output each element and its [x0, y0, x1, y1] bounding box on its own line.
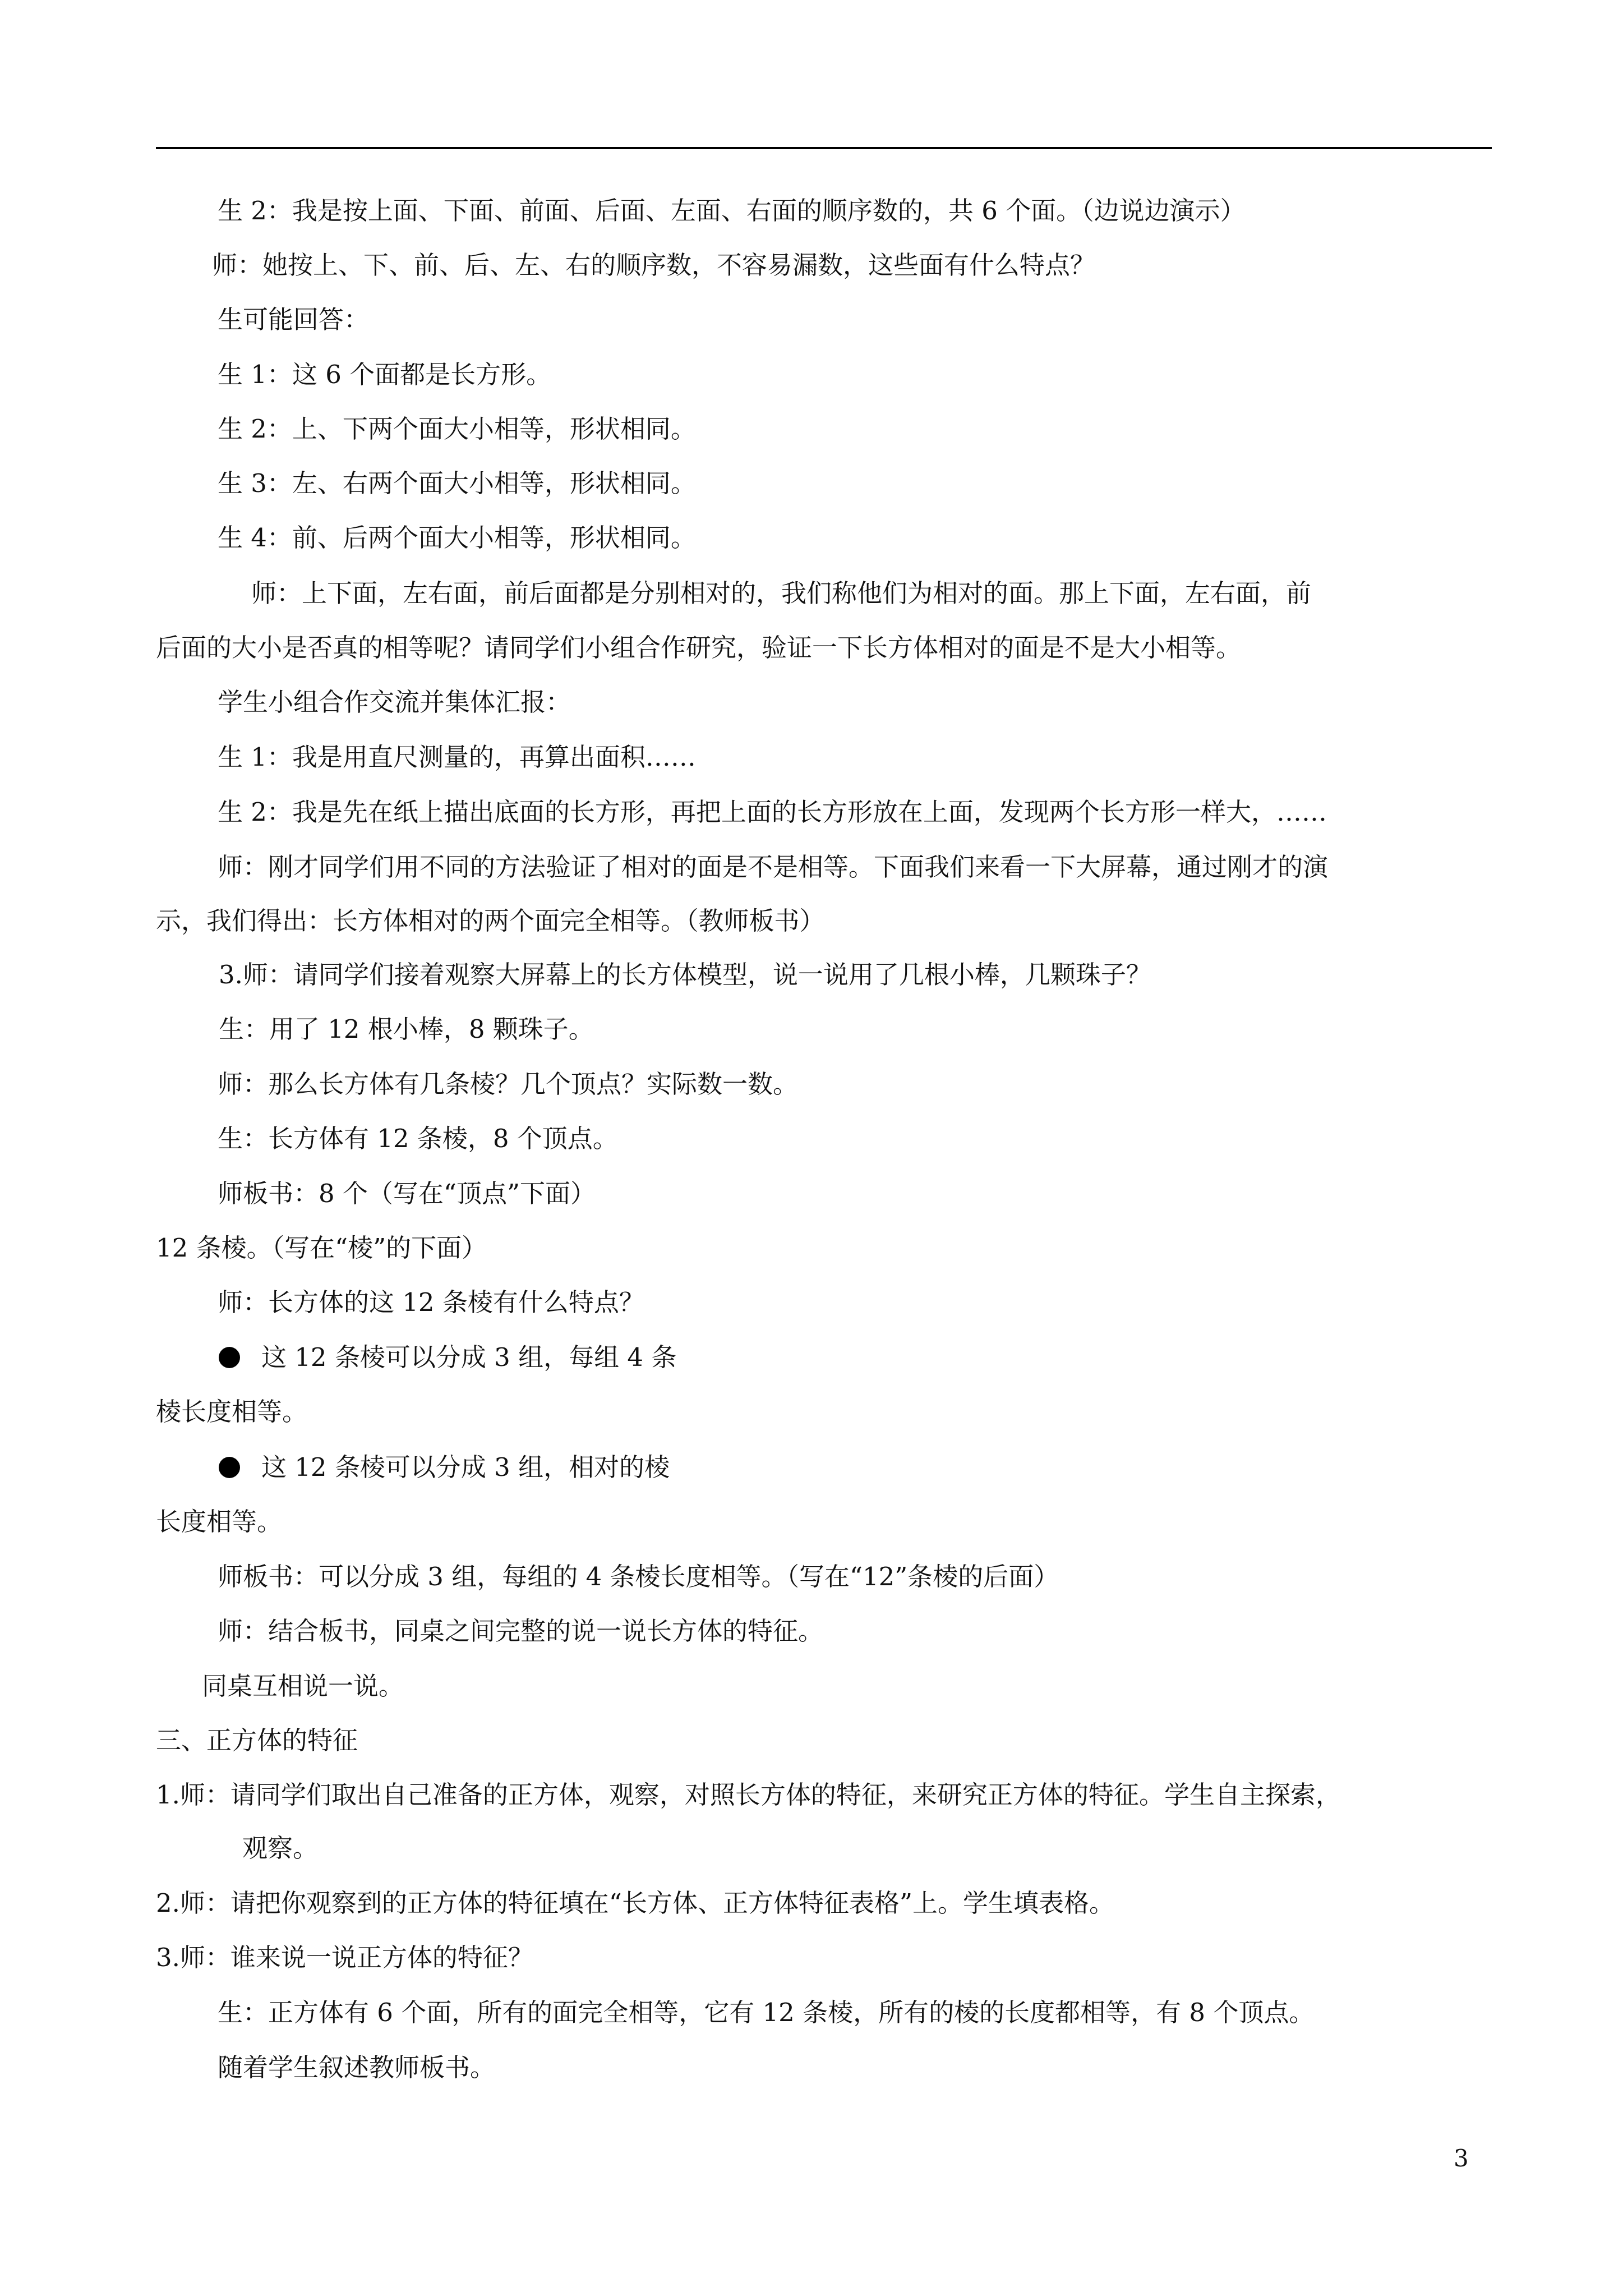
text-line: 师板书：8 个（写在“顶点”下面）	[218, 1179, 596, 1208]
text-line: 生：正方体有 6 个面，所有的面完全相等，它有 12 条棱，所有的棱的长度都相等，有 8 个顶点。	[218, 1998, 1315, 2027]
text-line: 3.师：谁来说一说正方体的特征？	[156, 1943, 533, 1972]
text-line: 师：刚才同学们用不同的方法验证了相对的面是不是相等。下面我们来看一下大屏幕，通过刚才的演	[218, 852, 1329, 882]
page-number: 3	[1454, 2145, 1469, 2172]
text-line: 师：上下面，左右面，前后面都是分别相对的，我们称他们为相对的面。那上下面，左右面，前	[251, 578, 1312, 608]
text-line: 学生小组合作交流并集体汇报：	[218, 687, 571, 717]
header-rule	[156, 147, 1492, 149]
text-line: 生 4：前、后两个面大小相等，形状相同。	[218, 523, 696, 553]
bullet-icon	[219, 1347, 240, 1368]
text-line: 生 2：上、下两个面大小相等，形状相同。	[218, 414, 696, 444]
text-line: 师：那么长方体有几条棱？几个顶点？实际数一数。	[218, 1069, 799, 1099]
text-line: 师：长方体的这 12 条棱有什么特点？	[218, 1287, 644, 1317]
text-line: 12 条棱。（写在“棱”的下面）	[156, 1233, 487, 1263]
text-line: 1.师：请同学们取出自己准备的正方体，观察，对照长方体的特征，来研究正方体的特征。学生自主探索，	[156, 1780, 1341, 1810]
text-line: 同桌互相说一说。	[202, 1671, 404, 1701]
bullet-text: 这 12 条棱可以分成 3 组，每组 4 条	[261, 1342, 677, 1372]
text-line: 后面的大小是否真的相等呢？请同学们小组合作研究，验证一下长方体相对的面是不是大小相等。	[156, 633, 1242, 662]
text-line: 生：用了 12 根小棒，8 颗珠子。	[219, 1014, 594, 1044]
text-line: 观察。	[242, 1833, 319, 1863]
text-line: 长度相等。	[156, 1507, 283, 1536]
text-line: 生 3：左、右两个面大小相等，形状相同。	[218, 468, 696, 498]
text-line: 师：结合板书，同桌之间完整的说一说长方体的特征。	[218, 1616, 824, 1646]
text-line: 棱长度相等。	[156, 1397, 308, 1427]
text-line: 2.师：请把你观察到的正方体的特征填在“长方体、正方体特征表格”上。学生填表格。	[156, 1888, 1114, 1918]
text-line: 3.师：请同学们接着观察大屏幕上的长方体模型，说一说用了几根小棒，几颗珠子？	[219, 960, 1151, 990]
bullet-text: 这 12 条棱可以分成 3 组，相对的棱	[261, 1452, 670, 1482]
text-line: 生 1：我是用直尺测量的，再算出面积……	[218, 742, 696, 772]
text-line: 生 2：我是按上面、下面、前面、后面、左面、右面的顺序数的，共 6 个面。（边说边演示）	[218, 196, 1246, 226]
bullet-icon	[219, 1457, 240, 1478]
text-line: 随着学生叙述教师板书。	[218, 2053, 496, 2082]
text-line: 生 1：这 6 个面都是长方形。	[218, 360, 552, 389]
text-line: 师：她按上、下、前、后、左、右的顺序数，不容易漏数，这些面有什么特点？	[212, 250, 1096, 280]
section-heading: 三、正方体的特征	[156, 1726, 358, 1755]
text-line: 示，我们得出：长方体相对的两个面完全相等。（教师板书）	[156, 906, 825, 936]
text-line: 生可能回答：	[218, 305, 370, 334]
text-line: 生：长方体有 12 条棱，8 个顶点。	[218, 1124, 618, 1153]
text-line: 师板书：可以分成 3 组，每组的 4 条棱长度相等。（写在“12”条棱的后面）	[218, 1562, 1059, 1591]
text-line: 生 2：我是先在纸上描出底面的长方形，再把上面的长方形放在上面，发现两个长方形一样大，……	[218, 797, 1327, 827]
